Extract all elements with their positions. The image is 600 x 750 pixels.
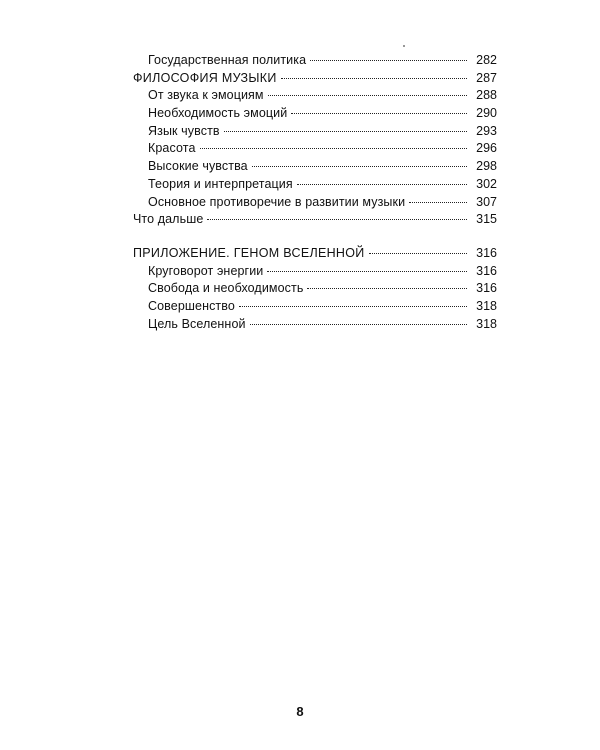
toc-subsection-entry	[133, 140, 497, 158]
toc-entry-title: Свобода и необходимость	[148, 281, 304, 296]
toc-entry-page: 318	[476, 316, 497, 331]
toc-section-entry	[133, 245, 497, 263]
dot-leader	[207, 219, 467, 220]
dot-leader	[307, 288, 467, 289]
toc-entry-title: ПРИЛОЖЕНИЕ. ГЕНОМ ВСЕЛЕННОЙ	[133, 245, 365, 260]
table-of-contents	[133, 52, 497, 333]
dot-leader	[250, 324, 467, 325]
toc-entry-page: 302	[476, 176, 497, 191]
toc-entry-title: ФИЛОСОФИЯ МУЗЫКИ	[133, 70, 277, 85]
toc-entry-title: Круговорот энергии	[148, 263, 264, 278]
toc-group-gap	[133, 229, 497, 245]
scan-speck	[403, 45, 405, 47]
dot-leader	[239, 306, 467, 307]
dot-leader	[291, 113, 467, 114]
toc-subsection-entry	[133, 52, 497, 70]
dot-leader	[252, 166, 467, 167]
toc-subsection-entry	[133, 105, 497, 123]
dot-leader	[310, 60, 467, 61]
toc-subsection-entry	[133, 158, 497, 176]
toc-entry-page: 315	[476, 212, 497, 227]
toc-entry-page: 288	[476, 88, 497, 103]
toc-entry-title: Основное противоречие в развитии музыки	[148, 194, 406, 209]
dot-leader	[224, 131, 467, 132]
dot-leader	[267, 271, 467, 272]
toc-group-appendix	[133, 245, 497, 333]
page-number: 8	[296, 704, 304, 719]
toc-entry-title: Необходимость эмоций	[148, 106, 288, 121]
toc-entry-title: Высокие чувства	[148, 159, 248, 174]
toc-entry-page: 282	[476, 53, 497, 67]
toc-entry-title: Совершенство	[148, 298, 235, 313]
toc-section-entry	[133, 70, 497, 88]
toc-entry-page: 298	[476, 159, 497, 174]
toc-entry-page: 316	[476, 281, 497, 296]
toc-section-entry	[133, 211, 497, 229]
dot-leader	[268, 95, 467, 96]
toc-entry-title: Теория и интерпретация	[148, 176, 293, 191]
dot-leader	[297, 184, 467, 185]
toc-subsection-entry	[133, 298, 497, 316]
toc-entry-page: 296	[476, 141, 497, 156]
toc-subsection-entry	[133, 194, 497, 212]
toc-entry-title: Цель Вселенной	[148, 316, 246, 331]
toc-entry-page: 287	[476, 70, 497, 85]
toc-entry-page: 318	[476, 298, 497, 313]
toc-subsection-entry	[133, 263, 497, 281]
toc-entry-title: Государственная политика	[148, 53, 307, 67]
toc-entry-page: 293	[476, 123, 497, 138]
toc-subsection-entry	[133, 87, 497, 105]
toc-entry-page: 316	[476, 245, 497, 260]
toc-entry-page: 316	[476, 263, 497, 278]
toc-subsection-entry	[133, 316, 497, 334]
dot-leader	[200, 148, 468, 149]
dot-leader	[369, 253, 467, 254]
toc-entry-page: 290	[476, 106, 497, 121]
toc-entry-title: Что дальше	[133, 212, 204, 227]
toc-subsection-entry	[133, 280, 497, 298]
toc-entry-page: 307	[476, 194, 497, 209]
dot-leader	[409, 202, 467, 203]
toc-group-main	[133, 52, 497, 229]
toc-subsection-entry	[133, 123, 497, 141]
dot-leader	[281, 78, 467, 79]
toc-subsection-entry	[133, 176, 497, 194]
toc-entry-title: От звука к эмоциям	[148, 88, 264, 103]
toc-entry-title: Язык чувств	[148, 123, 220, 138]
toc-entry-title: Красота	[148, 141, 196, 156]
